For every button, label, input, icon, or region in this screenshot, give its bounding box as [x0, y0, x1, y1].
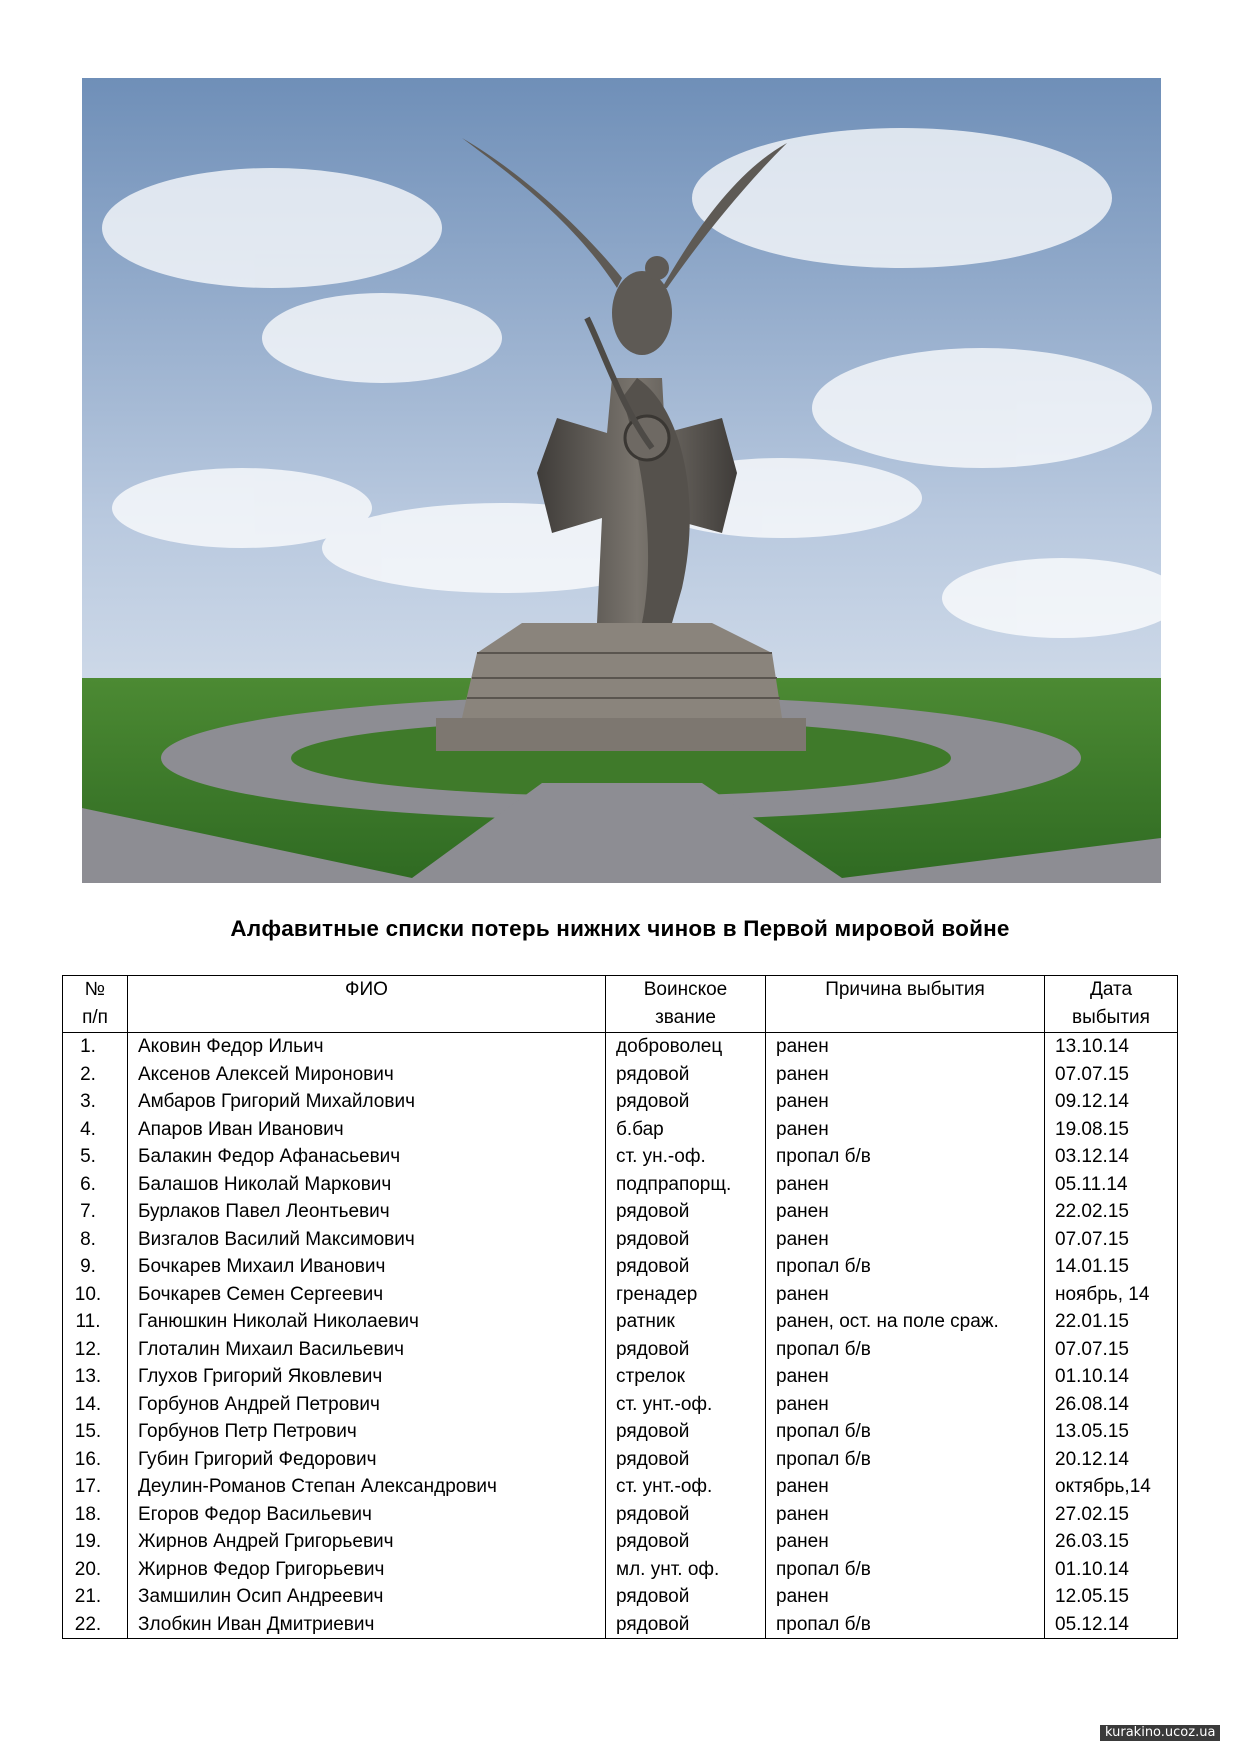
soldier-name-cell: Аковин Федор Ильич: [128, 1033, 606, 1061]
row-number-cell: 1.: [63, 1033, 128, 1061]
loss-date-cell: 03.12.14: [1045, 1143, 1178, 1171]
table-row: [63, 1528, 1178, 1556]
soldier-name-cell: Ганюшкин Николай Николаевич: [128, 1308, 606, 1336]
table-row: [63, 1336, 1178, 1364]
loss-reason-cell: пропал б/в: [766, 1143, 1045, 1171]
rank-cell: ст. унт.-оф.: [606, 1391, 766, 1419]
page-title: Алфавитные списки потерь нижних чинов в Первой мировой войне: [230, 916, 1010, 941]
soldier-name-cell: Амбаров Григорий Михайлович: [128, 1088, 606, 1116]
rank-cell: подпрапорщ.: [606, 1171, 766, 1199]
row-number-cell: 2.: [63, 1061, 128, 1089]
header-rank: Воинское звание: [606, 976, 766, 1033]
loss-date-cell: 20.12.14: [1045, 1446, 1178, 1474]
loss-reason-cell: пропал б/в: [766, 1418, 1045, 1446]
loss-reason-cell: пропал б/в: [766, 1336, 1045, 1364]
table-row: [63, 1088, 1178, 1116]
monument-illustration: [82, 78, 1161, 883]
row-number-cell: 16.: [63, 1446, 128, 1474]
loss-date-cell: 27.02.15: [1045, 1501, 1178, 1529]
loss-date-cell: 12.05.15: [1045, 1583, 1178, 1611]
rank-cell: рядовой: [606, 1253, 766, 1281]
rank-cell: гренадер: [606, 1281, 766, 1309]
soldier-name-cell: Бочкарев Семен Сергеевич: [128, 1281, 606, 1309]
row-number-cell: 8.: [63, 1226, 128, 1254]
rank-cell: рядовой: [606, 1611, 766, 1639]
loss-date-cell: ноябрь, 14: [1045, 1281, 1178, 1309]
loss-date-cell: октябрь,14: [1045, 1473, 1178, 1501]
loss-date-cell: 05.11.14: [1045, 1171, 1178, 1199]
soldier-name-cell: Глухов Григорий Яковлевич: [128, 1363, 606, 1391]
loss-reason-cell: пропал б/в: [766, 1611, 1045, 1639]
soldier-name-cell: Губин Григорий Федорович: [128, 1446, 606, 1474]
table-row: [63, 1501, 1178, 1529]
loss-date-cell: 22.02.15: [1045, 1198, 1178, 1226]
pedestal-steps: [462, 623, 782, 718]
loss-reason-cell: пропал б/в: [766, 1556, 1045, 1584]
loss-reason-cell: ранен: [766, 1583, 1045, 1611]
rank-cell: рядовой: [606, 1198, 766, 1226]
header-name: ФИО: [128, 976, 606, 1033]
table-row: [63, 1033, 1178, 1061]
rank-cell: доброволец: [606, 1033, 766, 1061]
rank-cell: стрелок: [606, 1363, 766, 1391]
soldier-name-cell: Бурлаков Павел Леонтьевич: [128, 1198, 606, 1226]
rank-cell: рядовой: [606, 1528, 766, 1556]
soldier-name-cell: Глоталин Михаил Васильевич: [128, 1336, 606, 1364]
row-number-cell: 11.: [63, 1308, 128, 1336]
loss-date-cell: 13.05.15: [1045, 1418, 1178, 1446]
soldier-name-cell: Горбунов Петр Петрович: [128, 1418, 606, 1446]
table-row: [63, 1556, 1178, 1584]
loss-date-cell: 26.08.14: [1045, 1391, 1178, 1419]
table-header-row: [63, 976, 1178, 1033]
rank-cell: рядовой: [606, 1446, 766, 1474]
table-row: [63, 1171, 1178, 1199]
table-row: [63, 1226, 1178, 1254]
soldier-name-cell: Горбунов Андрей Петрович: [128, 1391, 606, 1419]
row-number-cell: 22.: [63, 1611, 128, 1639]
loss-reason-cell: ранен, ост. на поле сраж.: [766, 1308, 1045, 1336]
rank-cell: рядовой: [606, 1226, 766, 1254]
soldier-name-cell: Балакин Федор Афанасьевич: [128, 1143, 606, 1171]
table-row: [63, 1143, 1178, 1171]
soldier-name-cell: Злобкин Иван Дмитриевич: [128, 1611, 606, 1639]
row-number-cell: 9.: [63, 1253, 128, 1281]
loss-date-cell: 05.12.14: [1045, 1611, 1178, 1639]
loss-date-cell: 07.07.15: [1045, 1336, 1178, 1364]
loss-date-cell: 13.10.14: [1045, 1033, 1178, 1061]
loss-reason-cell: ранен: [766, 1473, 1045, 1501]
rank-cell: рядовой: [606, 1418, 766, 1446]
table-row: [63, 1116, 1178, 1144]
pedestal-base: [436, 718, 806, 751]
row-number-cell: 12.: [63, 1336, 128, 1364]
loss-reason-cell: ранен: [766, 1391, 1045, 1419]
monument-photo: [82, 78, 1161, 883]
loss-date-cell: 07.07.15: [1045, 1226, 1178, 1254]
loss-date-cell: 01.10.14: [1045, 1363, 1178, 1391]
soldier-name-cell: Жирнов Федор Григорьевич: [128, 1556, 606, 1584]
table-row: [63, 1061, 1178, 1089]
table-row: [63, 1198, 1178, 1226]
table-row: [63, 1473, 1178, 1501]
soldier-name-cell: Бочкарев Михаил Иванович: [128, 1253, 606, 1281]
loss-date-cell: 01.10.14: [1045, 1556, 1178, 1584]
loss-reason-cell: ранен: [766, 1501, 1045, 1529]
soldier-name-cell: Жирнов Андрей Григорьевич: [128, 1528, 606, 1556]
loss-reason-cell: ранен: [766, 1171, 1045, 1199]
losses-table: [62, 975, 1178, 1639]
soldier-name-cell: Замшилин Осип Андреевич: [128, 1583, 606, 1611]
header-reason: Причина выбытия: [766, 976, 1045, 1033]
row-number-cell: 10.: [63, 1281, 128, 1309]
table-row: [63, 1308, 1178, 1336]
rank-cell: ратник: [606, 1308, 766, 1336]
row-number-cell: 18.: [63, 1501, 128, 1529]
loss-reason-cell: ранен: [766, 1088, 1045, 1116]
loss-date-cell: 14.01.15: [1045, 1253, 1178, 1281]
rank-cell: рядовой: [606, 1061, 766, 1089]
loss-date-cell: 09.12.14: [1045, 1088, 1178, 1116]
row-number-cell: 14.: [63, 1391, 128, 1419]
table-row: [63, 1418, 1178, 1446]
loss-date-cell: 22.01.15: [1045, 1308, 1178, 1336]
rank-cell: рядовой: [606, 1088, 766, 1116]
table-row: [63, 1363, 1178, 1391]
loss-reason-cell: пропал б/в: [766, 1446, 1045, 1474]
loss-reason-cell: ранен: [766, 1198, 1045, 1226]
loss-reason-cell: ранен: [766, 1116, 1045, 1144]
row-number-cell: 13.: [63, 1363, 128, 1391]
row-number-cell: 4.: [63, 1116, 128, 1144]
row-number-cell: 7.: [63, 1198, 128, 1226]
soldier-name-cell: Деулин-Романов Степан Александрович: [128, 1473, 606, 1501]
soldier-name-cell: Апаров Иван Иванович: [128, 1116, 606, 1144]
table-row: [63, 1583, 1178, 1611]
table-row: [63, 1391, 1178, 1419]
table-row: [63, 1446, 1178, 1474]
row-number-cell: 20.: [63, 1556, 128, 1584]
soldier-name-cell: Балашов Николай Маркович: [128, 1171, 606, 1199]
watermark: kurakino.ucoz.ua: [1100, 1725, 1220, 1741]
row-number-cell: 21.: [63, 1583, 128, 1611]
header-num: № п/п: [63, 976, 128, 1033]
loss-date-cell: 07.07.15: [1045, 1061, 1178, 1089]
rank-cell: рядовой: [606, 1336, 766, 1364]
rank-cell: ст. унт.-оф.: [606, 1473, 766, 1501]
row-number-cell: 3.: [63, 1088, 128, 1116]
row-number-cell: 5.: [63, 1143, 128, 1171]
loss-date-cell: 19.08.15: [1045, 1116, 1178, 1144]
rank-cell: рядовой: [606, 1501, 766, 1529]
rank-cell: рядовой: [606, 1583, 766, 1611]
soldier-name-cell: Аксенов Алексей Миронович: [128, 1061, 606, 1089]
row-number-cell: 15.: [63, 1418, 128, 1446]
loss-date-cell: 26.03.15: [1045, 1528, 1178, 1556]
loss-reason-cell: ранен: [766, 1281, 1045, 1309]
rank-cell: б.бар: [606, 1116, 766, 1144]
table-body: [63, 1033, 1178, 1639]
table-row: [63, 1281, 1178, 1309]
loss-reason-cell: пропал б/в: [766, 1253, 1045, 1281]
loss-reason-cell: ранен: [766, 1528, 1045, 1556]
header-date: Дата выбытия: [1045, 976, 1178, 1033]
row-number-cell: 6.: [63, 1171, 128, 1199]
row-number-cell: 17.: [63, 1473, 128, 1501]
soldier-name-cell: Визгалов Василий Максимович: [128, 1226, 606, 1254]
loss-reason-cell: ранен: [766, 1226, 1045, 1254]
loss-reason-cell: ранен: [766, 1061, 1045, 1089]
soldier-name-cell: Егоров Федор Васильевич: [128, 1501, 606, 1529]
table-row: [63, 1253, 1178, 1281]
loss-reason-cell: ранен: [766, 1033, 1045, 1061]
table-row: [63, 1611, 1178, 1639]
loss-reason-cell: ранен: [766, 1363, 1045, 1391]
rank-cell: ст. ун.-оф.: [606, 1143, 766, 1171]
rank-cell: мл. унт. оф.: [606, 1556, 766, 1584]
row-number-cell: 19.: [63, 1528, 128, 1556]
